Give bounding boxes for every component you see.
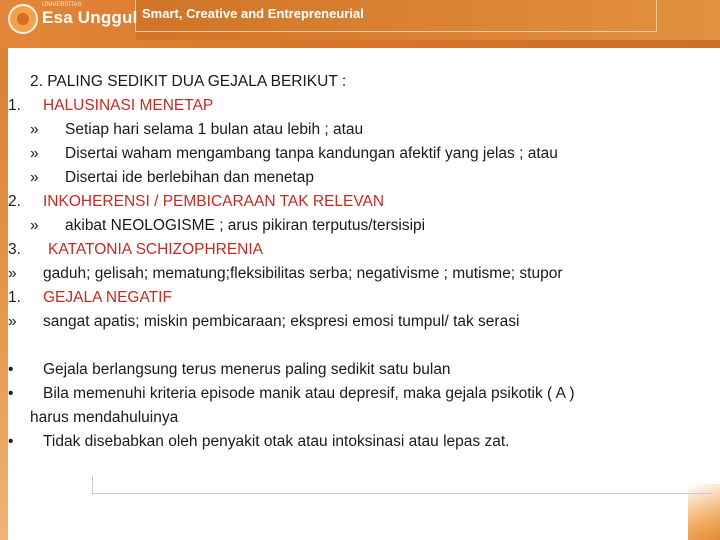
footer-rule: [92, 493, 712, 494]
bullet-text: Tidak disebabkan oleh penyakit otak atau intoksinasi atau lepas zat.: [43, 433, 510, 450]
bullet-icon: •: [8, 433, 14, 450]
sub-item-text: Disertai waham mengambang tanpa kandungan afektif yang jelas ; atau: [65, 145, 558, 162]
bullet-icon: •: [8, 385, 14, 402]
logo-name: Esa Unggul: [42, 8, 138, 27]
bullet-icon: •: [8, 361, 14, 378]
sub-item-text: akibat NEOLOGISME ; arus pikiran terputus/tersisipi: [65, 217, 426, 234]
item-title: INKOHERENSI / PEMBICARAAN TAK RELEVAN: [43, 193, 385, 210]
item-title: GEJALA NEGATIF: [43, 289, 172, 306]
arrow-bullet-icon: »: [30, 145, 39, 162]
arrow-bullet-icon: »: [8, 265, 17, 282]
item-number: 1.: [8, 289, 21, 306]
footer-rule-tick: [92, 476, 93, 494]
intro-text: 2. PALING SEDIKIT DUA GEJALA BERIKUT :: [30, 73, 347, 90]
item-title: KATATONIA SCHIZOPHRENIA: [48, 241, 264, 258]
bullet-text: Bila memenuhi kriteria episode manik atau depresif, maka gejala psikotik ( A ): [43, 385, 575, 402]
sub-item-text: Setiap hari selama 1 bulan atau lebih ; atau: [65, 121, 364, 138]
item-number: 2.: [8, 193, 21, 210]
header-banner: [0, 0, 720, 48]
arrow-bullet-icon: »: [30, 217, 39, 234]
sub-item-text: Disertai ide berlebihan dan menetap: [65, 169, 315, 186]
university-logo-icon: [8, 4, 38, 34]
arrow-bullet-icon: »: [30, 169, 39, 186]
bullet-text: harus mendahuluinya: [30, 409, 179, 426]
sub-item-text: gaduh; gelisah; mematung;fleksibilitas serba; negativisme ; mutisme; stupor: [43, 265, 563, 282]
tagline: Smart, Creative and Entrepreneurial: [142, 6, 364, 21]
bullet-text: Gejala berlangsung terus menerus paling sedikit satu bulan: [43, 361, 451, 378]
item-title: HALUSINASI MENETAP: [43, 97, 214, 114]
item-number: 1.: [8, 97, 21, 114]
left-accent-strip: [0, 48, 8, 540]
logo-subtext: UNIVERSITAS: [42, 2, 82, 8]
arrow-bullet-icon: »: [8, 313, 17, 330]
arrow-bullet-icon: »: [30, 121, 39, 138]
sub-item-text: sangat apatis; miskin pembicaraan; ekspresi emosi tumpul/ tak serasi: [43, 313, 520, 330]
item-number: 3.: [8, 241, 21, 258]
